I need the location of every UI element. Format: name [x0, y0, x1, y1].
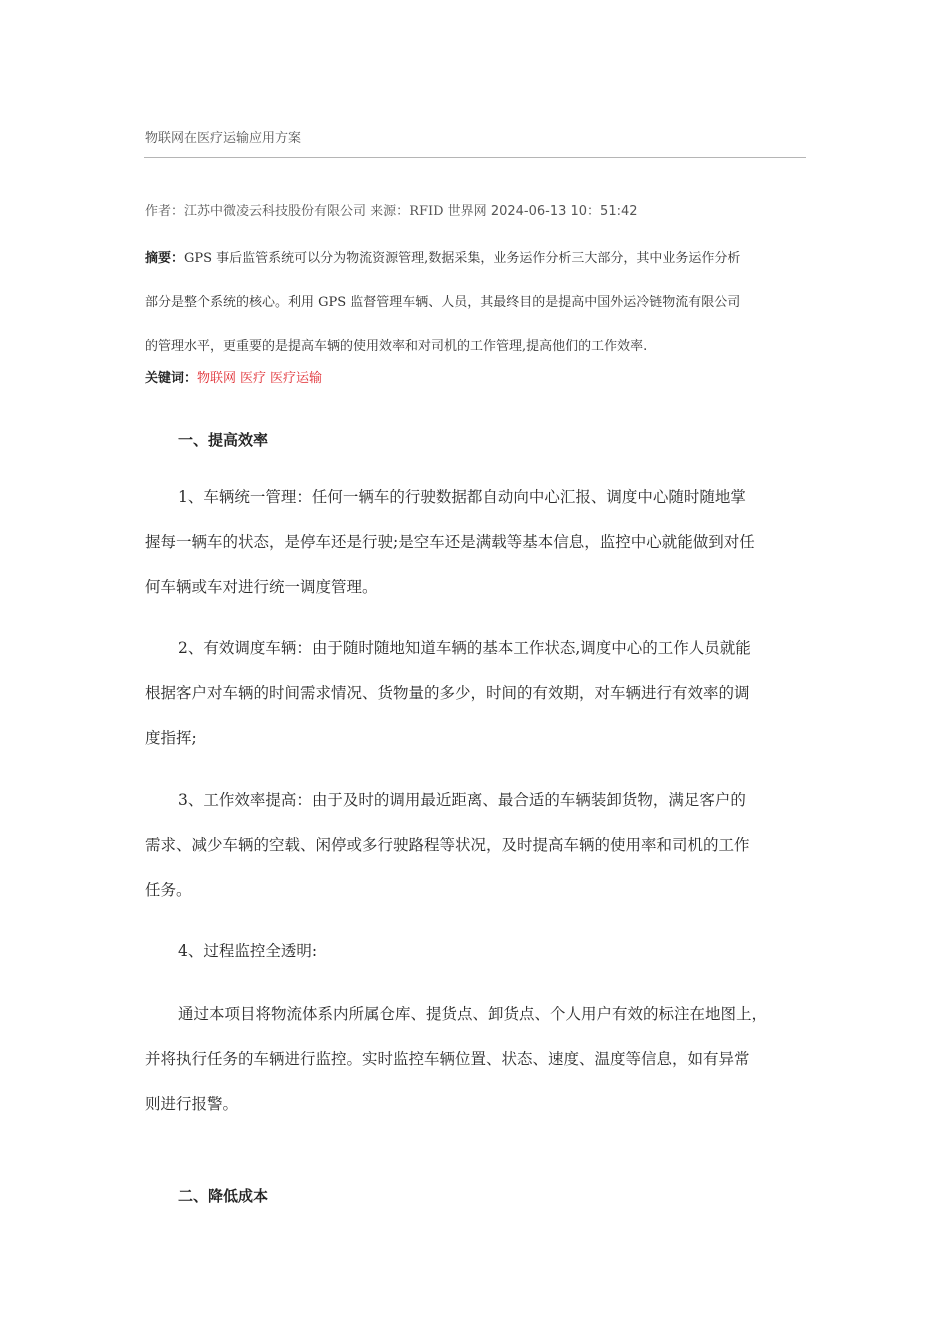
keyword-link[interactable]: 物联网: [197, 371, 237, 386]
paragraph-line: 1、车辆统一管理：任何一辆车的行驶数据都自动向中心汇报、调度中心随时随地掌: [178, 488, 746, 506]
abstract-line: 的管理水平，更重要的是提高车辆的使用效率和对司机的工作管理,提高他们的工作效率.: [145, 339, 648, 354]
paragraph-line: 何车辆或车对进行统一调度管理。: [145, 578, 378, 596]
section-heading: 一、提高效率: [178, 431, 269, 449]
abstract-text: GPS 事后监管系统可以分为物流资源管理,数据采集，业务运作分析三大部分，其中业务运作分析: [184, 251, 741, 266]
paragraph: [145, 475, 807, 610]
source-label: 来源：: [370, 204, 410, 219]
paragraph: [145, 992, 807, 1127]
keywords-label: 关键词：: [145, 371, 198, 386]
paragraph-line: 通过本项目将物流体系内所属仓库、提货点、卸货点、个人用户有效的标注在地图上，: [178, 1005, 768, 1023]
document-title: 物联网在医疗运输应用方案: [145, 131, 302, 146]
keyword-link[interactable]: 医疗运输: [270, 371, 323, 386]
source-name: RFID 世界网: [409, 204, 487, 219]
article-meta: [145, 200, 638, 219]
paragraph-line: 需求、减少车辆的空载、闲停或多行驶路程等状况，及时提高车辆的使用率和司机的工作: [145, 836, 750, 854]
section-heading: 二、降低成本: [178, 1187, 269, 1205]
paragraph-line: 并将执行任务的车辆进行监控。实时监控车辆位置、状态、速度、温度等信息，如有异常: [145, 1050, 750, 1068]
publish-timestamp: 2024-06-13 10：51:42: [490, 204, 638, 219]
paragraph: [145, 929, 807, 974]
paragraph: [145, 778, 807, 913]
paragraph-line: 4、过程监控全透明:: [178, 942, 318, 960]
paragraph-line: 2、有效调度车辆：由于随时随地知道车辆的基本工作状态,调度中心的工作人员就能: [178, 639, 751, 657]
abstract-line: 部分是整个系统的核心。利用 GPS 监督管理车辆、人员，其最终目的是提高中国外运冷链物流有限公司: [145, 295, 741, 310]
keyword-link[interactable]: 医疗: [240, 371, 267, 386]
paragraph-line: 则进行报警。: [145, 1095, 239, 1113]
abstract-label: 摘要：: [145, 251, 185, 266]
paragraph-line: 度指挥;: [145, 729, 197, 747]
abstract-line: [145, 237, 807, 281]
keywords: [145, 367, 326, 386]
paragraph: [145, 626, 807, 761]
paragraph-line: 根据客户对车辆的时间需求情况、货物量的多少，时间的有效期，对车辆进行有效率的调: [145, 684, 750, 702]
author-label: 作者：: [145, 204, 185, 219]
abstract: [145, 237, 807, 369]
title-divider: [144, 157, 806, 158]
author-name: 江苏中微凌云科技股份有限公司: [184, 204, 367, 219]
paragraph-line: 任务。: [145, 881, 192, 899]
paragraph-line: 握每一辆车的状态，是停车还是行驶;是空车还是满载等基本信息，监控中心就能做到对任: [145, 533, 755, 551]
paragraph-line: 3、工作效率提高：由于及时的调用最近距离、最合适的车辆装卸货物，满足客户的: [178, 791, 746, 809]
